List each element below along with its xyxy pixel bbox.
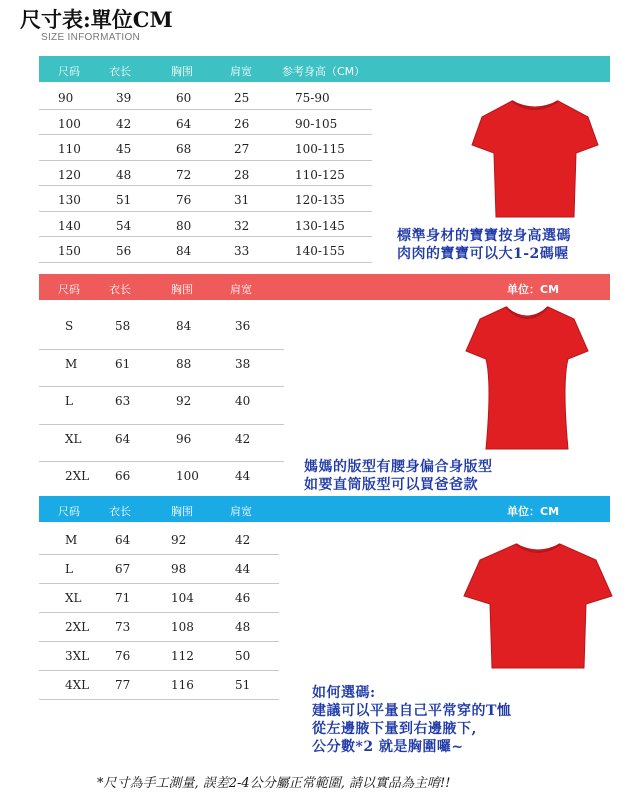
women-row-divider	[39, 386, 284, 387]
kids-table-row	[39, 113, 372, 137]
women-cell: S	[65, 319, 74, 333]
men-cell: M	[65, 533, 78, 547]
kids-col-size: 尺码	[58, 65, 80, 78]
women-note-line-1: 媽媽的版型有腰身偏合身版型	[304, 459, 493, 475]
men-table-row	[39, 616, 279, 640]
kids-table-row	[39, 240, 372, 264]
kids-cell: 72	[176, 167, 192, 182]
women-cell: 42	[235, 431, 251, 446]
women-cell: 36	[235, 319, 251, 333]
kids-cell: 75-90	[295, 91, 330, 105]
men-cell: 112	[171, 649, 194, 663]
women-cell: 38	[235, 356, 251, 371]
kids-cell: 120-135	[295, 193, 345, 207]
kids-table-row	[39, 215, 372, 239]
kids-col-height: 参考身高（CM）	[282, 65, 366, 78]
men-cell: 116	[171, 678, 194, 692]
kids-cell: 84	[176, 244, 192, 258]
kids-col-length: 衣长	[109, 65, 131, 78]
women-row-divider	[39, 349, 284, 350]
women-col-shoulder: 肩宽	[230, 283, 252, 296]
men-cell: 71	[115, 591, 131, 605]
women-cell: L	[65, 394, 73, 408]
kids-cell: 27	[234, 142, 250, 156]
women-cell: 2XL	[65, 469, 90, 483]
women-cell: 100	[176, 469, 199, 483]
women-tshirt-image	[462, 303, 592, 451]
kids-row-divider	[39, 211, 372, 212]
men-cell: 104	[171, 591, 194, 605]
men-cell: 44	[235, 562, 251, 576]
kids-table-row	[39, 189, 372, 213]
men-cell: 73	[115, 620, 131, 634]
women-cell: 58	[115, 319, 131, 333]
women-cell: XL	[65, 431, 82, 446]
women-note-line-2: 如要直筒版型可以買爸爸款	[304, 477, 478, 493]
kids-cell: 110-125	[295, 167, 345, 182]
men-cell: 3XL	[65, 649, 90, 663]
page-title: 尺寸表:單位CM	[20, 7, 173, 32]
men-col-chest: 胸围	[171, 505, 193, 518]
kids-cell: 26	[234, 116, 250, 131]
men-note	[312, 684, 511, 756]
kids-cell: 76	[176, 193, 192, 207]
men-table-header	[39, 496, 610, 522]
men-cell: 77	[115, 678, 131, 692]
men-cell: L	[65, 562, 73, 576]
women-cell: 88	[176, 356, 192, 371]
women-table-row	[39, 353, 284, 377]
kids-cell: 39	[116, 91, 132, 105]
women-row-divider	[39, 424, 284, 425]
kids-row-divider	[39, 160, 372, 161]
kids-cell: 32	[234, 218, 250, 233]
men-table-row	[39, 645, 279, 669]
kids-cell: 31	[234, 193, 250, 207]
men-note-line-2: 建議可以平量自己平常穿的T恤	[312, 703, 512, 719]
kids-cell: 33	[234, 244, 250, 258]
men-row-divider	[39, 670, 279, 671]
men-cell: 108	[171, 620, 194, 634]
men-note-line-4: 公分數*2 就是胸圍囉~	[312, 739, 464, 755]
men-cell: 92	[171, 533, 187, 547]
women-table-row	[39, 315, 284, 339]
kids-tshirt-image	[470, 95, 600, 220]
women-note	[304, 458, 493, 494]
kids-note-line-2: 肉肉的寶寶可以大1-2碼喔	[397, 246, 569, 262]
women-cell: 61	[115, 356, 131, 371]
women-cell: 64	[115, 431, 131, 446]
women-table-row	[39, 428, 284, 452]
men-cell: 4XL	[65, 678, 90, 692]
women-row-divider	[39, 461, 284, 462]
women-unit-label: 单位：CM	[507, 283, 560, 296]
men-row-divider	[39, 554, 279, 555]
kids-note-line-1: 標準身材的寶寶按身高選碼	[397, 228, 571, 244]
kids-table-row	[39, 87, 372, 111]
kids-cell: 130-145	[295, 218, 345, 233]
men-col-shoulder: 肩宽	[230, 505, 252, 518]
kids-cell: 120	[58, 167, 81, 182]
kids-cell: 140-155	[295, 244, 345, 258]
men-cell: 76	[115, 649, 131, 663]
women-table-row	[39, 390, 284, 414]
men-table-row	[39, 529, 279, 553]
women-cell: 44	[235, 469, 251, 483]
men-note-line-3: 從左邊腋下量到右邊腋下,	[312, 721, 477, 737]
kids-col-shoulder: 肩宽	[230, 65, 252, 78]
men-cell: 51	[235, 678, 251, 692]
women-col-length: 衣长	[109, 283, 131, 296]
kids-cell: 56	[116, 244, 132, 258]
kids-cell: 100	[58, 116, 81, 131]
women-cell: 66	[115, 469, 131, 483]
kids-cell: 45	[116, 142, 132, 156]
men-table-row	[39, 558, 279, 582]
footer-disclaimer: *尺寸為手工測量, 誤差2-4公分屬正常範圍, 請以實品為主唷!!	[97, 776, 451, 791]
women-cell: 96	[176, 431, 192, 446]
men-cell: 67	[115, 562, 131, 576]
kids-table-header	[39, 56, 610, 82]
men-cell: 50	[235, 649, 251, 663]
kids-cell: 140	[58, 218, 81, 233]
kids-cell: 54	[116, 218, 132, 233]
men-unit-label: 单位：CM	[507, 505, 560, 518]
men-cell: 64	[115, 533, 131, 547]
kids-row-divider	[39, 134, 372, 135]
men-tshirt-image	[462, 540, 614, 670]
women-table-row	[39, 465, 284, 489]
kids-table-row	[39, 164, 372, 188]
kids-table-row	[39, 138, 372, 162]
kids-cell: 130	[58, 193, 81, 207]
kids-cell: 110	[58, 142, 81, 156]
men-cell: 48	[235, 620, 251, 634]
women-col-size: 尺码	[58, 283, 80, 296]
men-table-row	[39, 587, 279, 611]
kids-col-chest: 胸围	[171, 65, 193, 78]
kids-cell: 90-105	[295, 116, 338, 131]
men-cell: XL	[65, 591, 82, 605]
kids-cell: 90	[58, 91, 74, 105]
kids-cell: 64	[176, 116, 192, 131]
kids-row-divider	[39, 109, 372, 110]
kids-row-divider	[39, 236, 372, 237]
men-table-row	[39, 674, 279, 698]
kids-row-divider	[39, 262, 372, 263]
men-row-divider	[39, 641, 279, 642]
women-cell: 40	[235, 394, 251, 408]
men-cell: 42	[235, 533, 251, 547]
women-cell: 92	[176, 394, 192, 408]
kids-cell: 100-115	[295, 142, 345, 156]
men-cell: 46	[235, 591, 251, 605]
kids-cell: 68	[176, 142, 192, 156]
women-cell: 84	[176, 319, 192, 333]
women-table-header	[39, 274, 610, 300]
kids-cell: 28	[234, 167, 250, 182]
men-note-line-1: 如何選碼:	[312, 685, 376, 701]
men-col-size: 尺码	[58, 505, 80, 518]
men-cell: 98	[171, 562, 187, 576]
men-row-divider	[39, 583, 279, 584]
page-subtitle: SIZE INFORMATION	[41, 32, 141, 43]
men-cell: 2XL	[65, 620, 90, 634]
kids-note	[397, 227, 571, 263]
women-col-chest: 胸围	[171, 283, 193, 296]
kids-cell: 51	[116, 193, 132, 207]
women-cell: M	[65, 356, 78, 371]
kids-cell: 48	[116, 167, 132, 182]
kids-cell: 42	[116, 116, 132, 131]
kids-row-divider	[39, 185, 372, 186]
kids-cell: 150	[58, 244, 81, 258]
kids-cell: 80	[176, 218, 192, 233]
men-row-divider	[39, 699, 279, 700]
women-cell: 63	[115, 394, 131, 408]
kids-cell: 60	[176, 91, 192, 105]
men-col-length: 衣长	[109, 505, 131, 518]
kids-cell: 25	[234, 91, 250, 105]
men-row-divider	[39, 612, 279, 613]
